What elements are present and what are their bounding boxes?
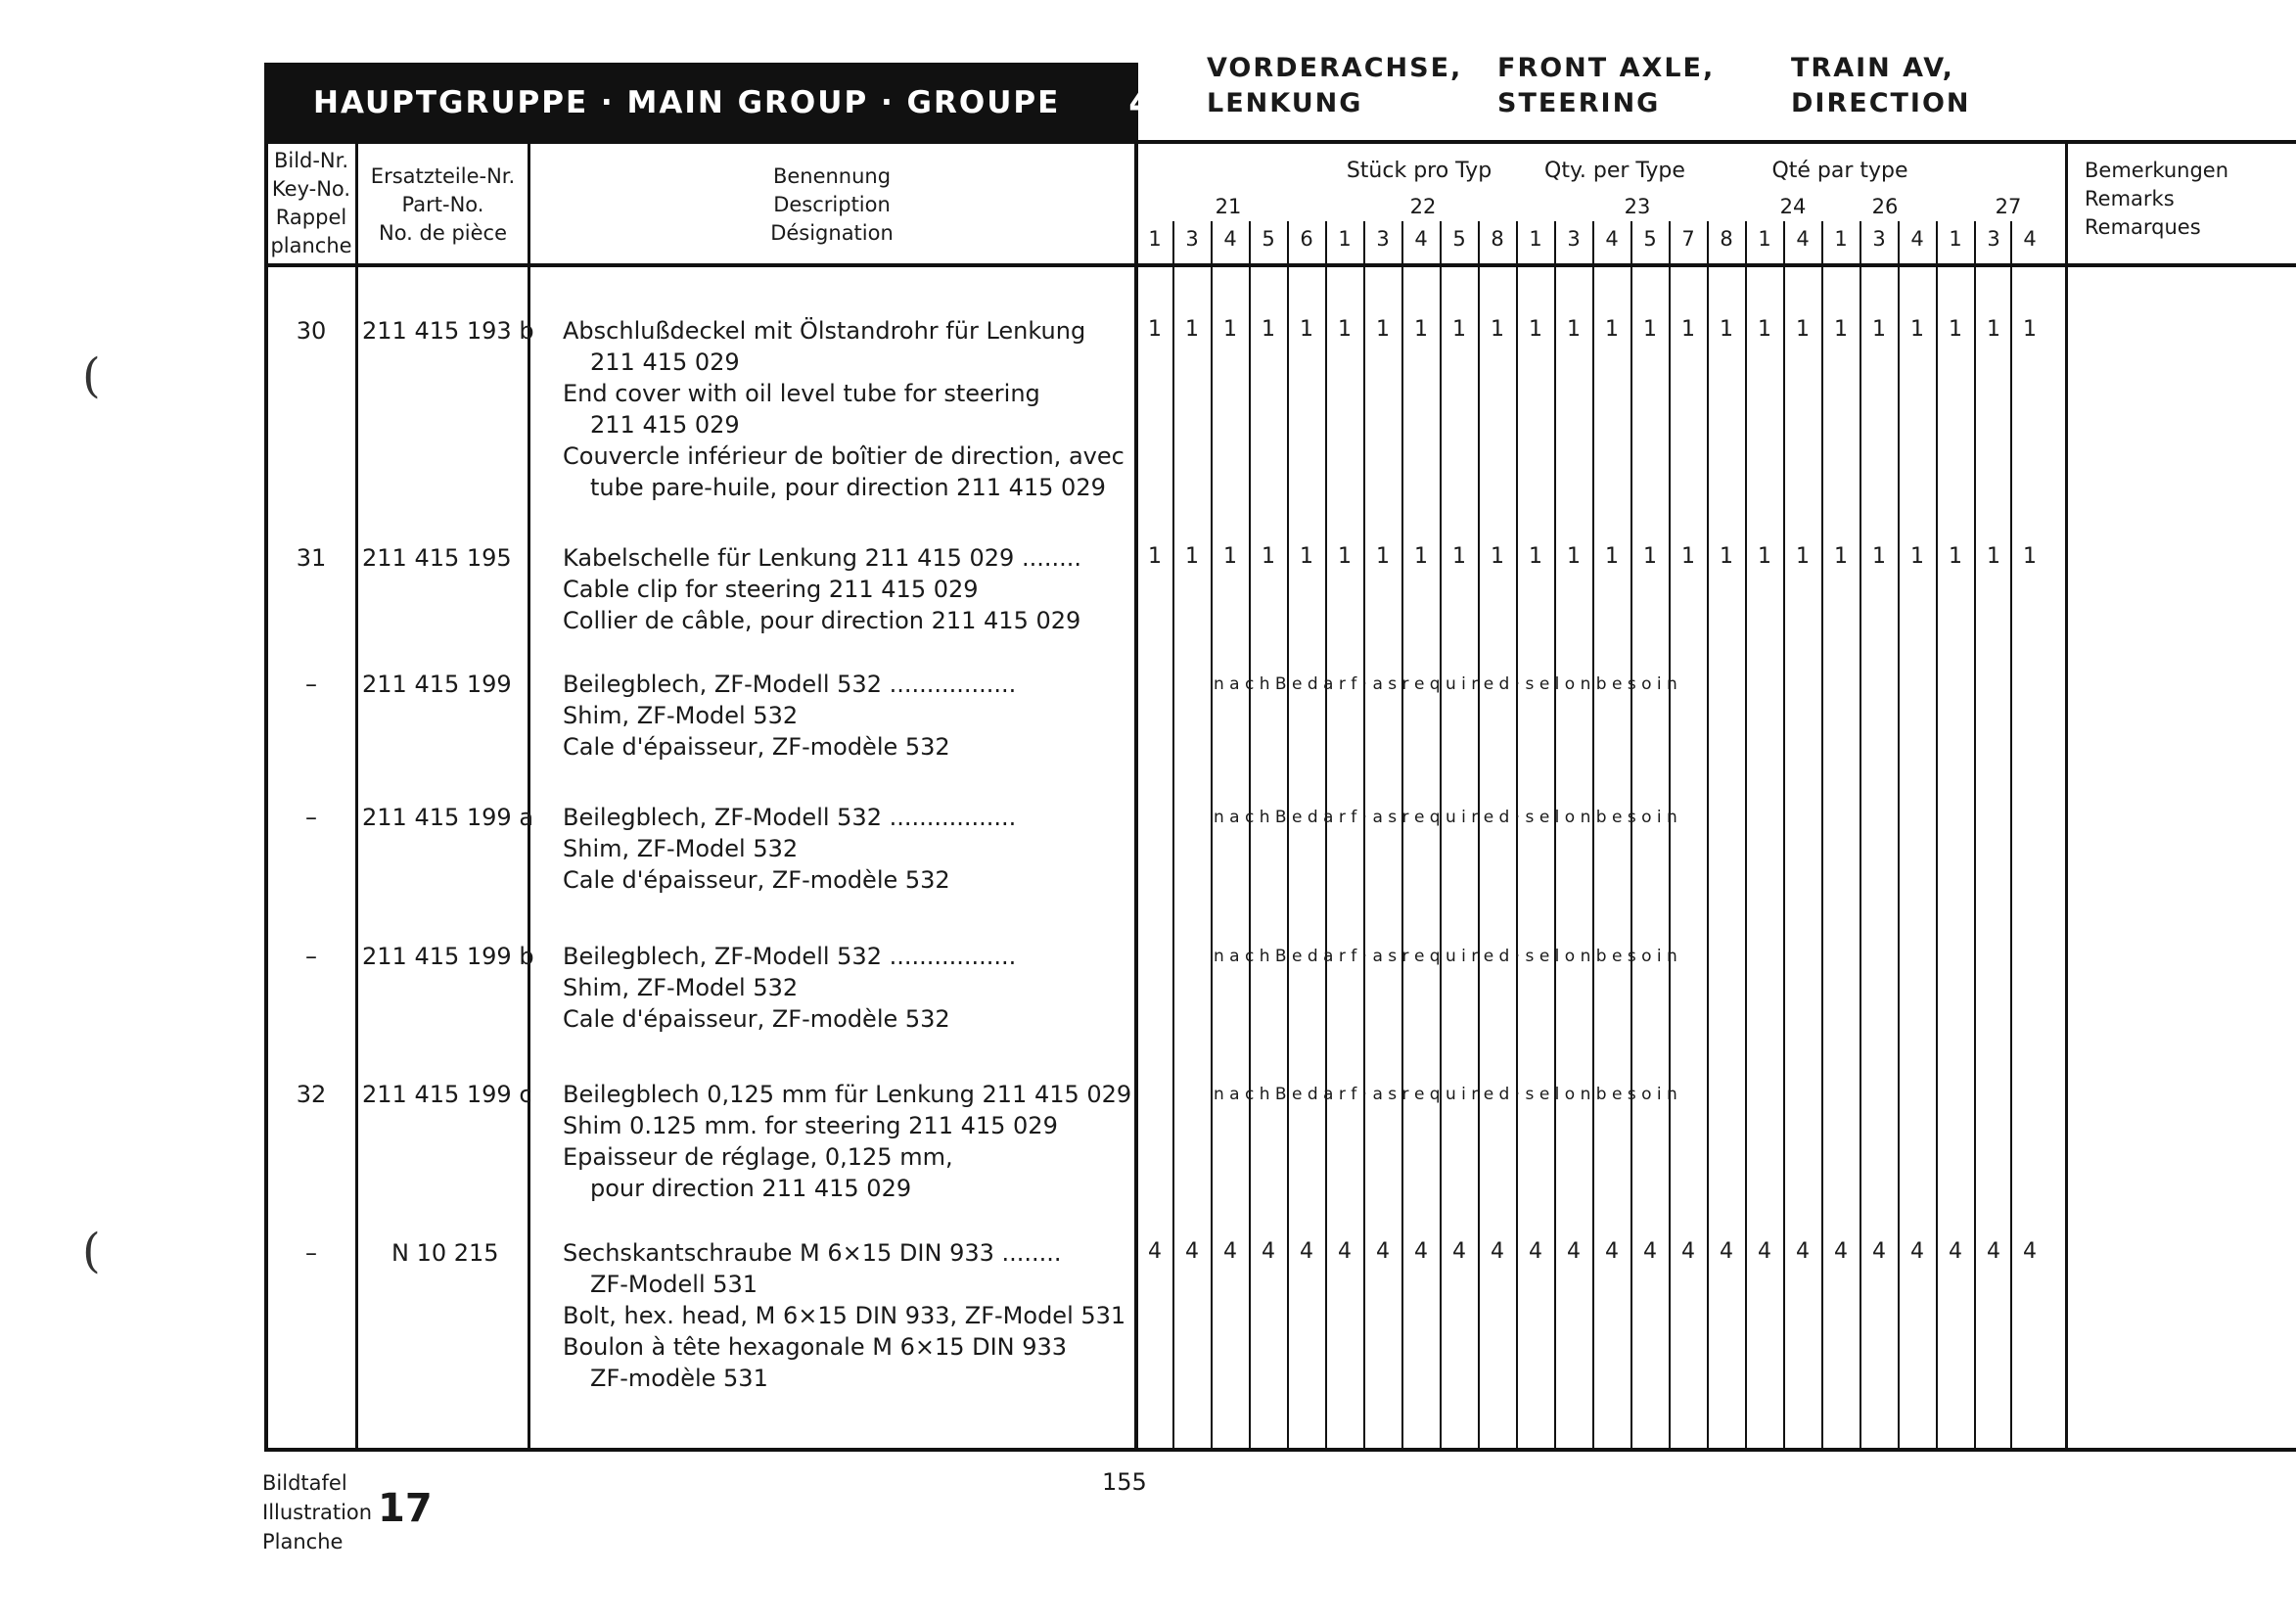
qty-value: 1 (1758, 544, 1771, 569)
qty-value: 1 (1872, 317, 1886, 342)
plate-label-en: Illustration (262, 1501, 373, 1524)
qty-column-rule (1401, 221, 1403, 1452)
qty-value: 1 (1605, 544, 1619, 569)
description-line: Beilegblech, ZF-Modell 532 ................. (563, 671, 1017, 698)
qty-value: 4 (1491, 1239, 1504, 1264)
qty-value: 1 (1414, 544, 1428, 569)
key-number: – (305, 943, 317, 970)
desc-head-line3: Désignation (770, 221, 894, 245)
description-line: tube pare-huile, pour direction 211 415 029 (590, 474, 1106, 501)
heading-en-line2: STEERING (1497, 88, 1661, 118)
sub-type-label: 5 (1262, 227, 1275, 251)
qty-column-rule (1821, 221, 1823, 1452)
sub-type-label: 5 (1643, 227, 1657, 251)
part-number: 211 415 195 (362, 544, 512, 572)
qty-column-rule (1669, 221, 1671, 1452)
key-head-line1: Bild-Nr. (273, 149, 349, 172)
key-head-line4: planche (270, 234, 352, 257)
qty-as-required: n a c h B e d a r f · a s r e q u i r e d · s e l o n b e s o i n (1214, 1085, 1677, 1104)
description-line: 211 415 029 (590, 348, 740, 376)
header-separator (264, 263, 2296, 267)
qty-value: 1 (1910, 544, 1924, 569)
part-head-line1: Ersatzteile-Nr. (370, 164, 516, 188)
qty-column-rule (1783, 221, 1785, 1452)
description-line: Cale d'épaisseur, ZF-modèle 532 (563, 733, 950, 761)
part-number: 211 415 193 b (362, 317, 534, 345)
qty-title-de: Stück pro Typ (1346, 159, 1492, 183)
qty-value: 1 (1491, 317, 1504, 342)
type-group-label: 21 (1215, 195, 1242, 218)
sub-type-label: 4 (1223, 227, 1237, 251)
qty-value: 1 (2023, 544, 2037, 569)
remarks-head-line2: Remarks (2085, 187, 2175, 210)
qty-value: 1 (1567, 317, 1581, 342)
description-line: Shim, ZF-Model 532 (563, 835, 799, 862)
qty-value: 1 (1720, 317, 1733, 342)
description-line: Bolt, hex. head, M 6×15 DIN 933, ZF-Model 531 (563, 1302, 1126, 1329)
table-bottom-border-right (1134, 1448, 2296, 1452)
qty-column-rule (1249, 221, 1251, 1452)
qty-value: 4 (1796, 1239, 1810, 1264)
qty-column-rule (2010, 221, 2012, 1452)
qty-column-rule (1363, 221, 1365, 1452)
qty-value: 4 (1872, 1239, 1886, 1264)
qty-value: 1 (1376, 544, 1390, 569)
description-line: Epaisseur de réglage, 0,125 mm, (563, 1143, 953, 1171)
table-top-border-right (1134, 140, 2296, 144)
sub-type-label: 4 (1796, 227, 1810, 251)
sub-type-label: 5 (1452, 227, 1466, 251)
qty-value: 1 (1605, 317, 1619, 342)
qty-value: 1 (1148, 544, 1162, 569)
main-group-banner (264, 63, 1156, 143)
qty-value: 1 (1300, 544, 1313, 569)
qty-value: 4 (1987, 1239, 2000, 1264)
description-line: Cale d'épaisseur, ZF-modèle 532 (563, 1005, 950, 1033)
qty-as-required: n a c h B e d a r f · a s r e q u i r e d · s e l o n b e s o i n (1214, 674, 1677, 694)
type-group-label: 22 (1409, 195, 1437, 218)
qty-value: 4 (1681, 1239, 1695, 1264)
key-head-line2: Key-No. (271, 177, 351, 201)
qty-value: 4 (1910, 1239, 1924, 1264)
qty-value: 4 (1262, 1239, 1275, 1264)
description-line: Cale d'épaisseur, ZF-modèle 532 (563, 866, 950, 894)
qty-value: 4 (1185, 1239, 1199, 1264)
qty-column-rule (1211, 221, 1213, 1452)
description-line: Beilegblech, ZF-Modell 532 ................. (563, 943, 1017, 970)
sub-type-label: 1 (1529, 227, 1542, 251)
qty-column-rule (1630, 221, 1632, 1452)
qty-value: 1 (1185, 317, 1199, 342)
part-head-line3: No. de pièce (378, 221, 507, 245)
description-line: Shim, ZF-Model 532 (563, 974, 799, 1001)
description-line: Shim 0.125 mm. for steering 211 415 029 (563, 1112, 1058, 1139)
qty-column-rule (1936, 221, 1938, 1452)
vertical-rule-remarks (2065, 140, 2068, 1452)
qty-value: 1 (1338, 544, 1352, 569)
part-description (563, 1079, 1131, 1204)
qty-value: 4 (1300, 1239, 1313, 1264)
description-line: Couvercle inférieur de boîtier de direction, avec (563, 442, 1125, 470)
description-line: Beilegblech, ZF-Modell 532 ................. (563, 804, 1017, 831)
qty-value: 4 (1758, 1239, 1771, 1264)
sub-type-label: 1 (1758, 227, 1771, 251)
key-head-line3: Rappel (275, 206, 347, 229)
qty-value: 1 (1223, 317, 1237, 342)
sub-type-label: 4 (1910, 227, 1924, 251)
qty-value: 1 (1223, 544, 1237, 569)
margin-punch-mark: ( (82, 348, 101, 403)
sub-type-label: 8 (1720, 227, 1733, 251)
col-head-description (530, 162, 1133, 248)
description-line: Boulon à tête hexagonale M 6×15 DIN 933 (563, 1333, 1068, 1361)
description-line: Kabelschelle für Lenkung 211 415 029 ........ (563, 544, 1081, 572)
desc-head-line1: Benennung (772, 164, 892, 188)
qty-column-rule (1554, 221, 1556, 1452)
qty-value: 4 (1376, 1239, 1390, 1264)
heading-en-line1: FRONT AXLE, (1497, 53, 1716, 83)
description-line: Abschlußdeckel mit Ölstandrohr für Lenkung (563, 317, 1086, 345)
qty-as-required: n a c h B e d a r f · a s r e q u i r e d · s e l o n b e s o i n (1214, 808, 1677, 827)
page-number: 155 (1102, 1468, 1147, 1496)
sub-type-label: 1 (1949, 227, 1962, 251)
qty-column-rule (1745, 221, 1747, 1452)
qty-value: 4 (1223, 1239, 1237, 1264)
sub-type-label: 3 (1185, 227, 1199, 251)
key-number: 31 (296, 544, 327, 572)
description-line: ZF-modèle 531 (590, 1365, 768, 1392)
description-line: Sechskantschraube M 6×15 DIN 933 ........ (563, 1239, 1062, 1267)
qty-value: 1 (1414, 317, 1428, 342)
sub-type-label: 3 (1376, 227, 1390, 251)
key-number: – (305, 1239, 317, 1267)
qty-value: 1 (1643, 544, 1657, 569)
description-line: pour direction 211 415 029 (590, 1175, 912, 1202)
qty-column-rule (1592, 221, 1594, 1452)
part-description (563, 542, 1081, 636)
plate-number: 17 (378, 1486, 433, 1531)
heading-french (1791, 51, 1971, 121)
qty-value: 1 (1452, 317, 1466, 342)
desc-head-line2: Description (773, 193, 891, 216)
qty-column-rule (1860, 221, 1861, 1452)
sub-type-label: 4 (1605, 227, 1619, 251)
qty-value: 1 (1872, 544, 1886, 569)
sub-type-label: 3 (1567, 227, 1581, 251)
sub-type-label: 1 (1834, 227, 1848, 251)
qty-value: 1 (1643, 317, 1657, 342)
plate-label (262, 1468, 372, 1556)
col-head-remarks (2085, 157, 2280, 242)
qty-value: 1 (1452, 544, 1466, 569)
qty-column-rule (1440, 221, 1442, 1452)
sub-type-label: 6 (1300, 227, 1313, 251)
qty-value: 4 (1949, 1239, 1962, 1264)
col-head-part-no (358, 162, 528, 248)
qty-value: 4 (1567, 1239, 1581, 1264)
qty-value: 1 (1338, 317, 1352, 342)
qty-column-rule (1707, 221, 1709, 1452)
heading-fr-line1: TRAIN AV, (1791, 53, 1954, 83)
qty-value: 1 (1834, 317, 1848, 342)
qty-value: 4 (1452, 1239, 1466, 1264)
qty-value: 1 (1987, 317, 2000, 342)
key-number: – (305, 671, 317, 698)
part-description (563, 941, 1016, 1035)
sub-type-label: 4 (1414, 227, 1428, 251)
heading-fr-line2: DIRECTION (1791, 88, 1971, 118)
heading-english (1497, 51, 1715, 121)
heading-german (1207, 51, 1462, 121)
remarks-head-line1: Bemerkungen (2085, 159, 2229, 182)
description-line: Shim, ZF-Model 532 (563, 702, 799, 729)
qty-value: 1 (1529, 544, 1542, 569)
qty-value: 1 (1529, 317, 1542, 342)
qty-value: 1 (1758, 317, 1771, 342)
part-number: 211 415 199 (362, 671, 512, 698)
qty-column-rule (1898, 221, 1900, 1452)
qty-column-rule (1478, 221, 1480, 1452)
heading-de-line1: VORDERACHSE, (1207, 53, 1463, 83)
heading-de-line2: LENKUNG (1207, 88, 1363, 118)
part-number: N 10 215 (391, 1239, 499, 1267)
sub-type-label: 1 (1148, 227, 1162, 251)
part-head-line2: Part-No. (401, 193, 484, 216)
description-line: 211 415 029 (590, 411, 740, 439)
banner-text: HAUPTGRUPPE · MAIN GROUP · GROUPE (313, 85, 1061, 120)
remarks-head-line3: Remarques (2085, 215, 2201, 239)
sub-type-label: 4 (2023, 227, 2037, 251)
qty-as-required: n a c h B e d a r f · a s r e q u i r e d · s e l o n b e s o i n (1214, 947, 1677, 966)
qty-column-rule (1172, 221, 1174, 1452)
plate-label-fr: Planche (262, 1530, 344, 1553)
sub-type-label: 3 (1987, 227, 2000, 251)
qty-value: 1 (1910, 317, 1924, 342)
qty-column-rule (1287, 221, 1289, 1452)
key-number: 30 (296, 317, 327, 345)
qty-value: 1 (1949, 317, 1962, 342)
qty-value: 1 (1567, 544, 1581, 569)
qty-value: 1 (1796, 544, 1810, 569)
type-group-label: 23 (1624, 195, 1651, 218)
qty-title-en: Qty. per Type (1544, 159, 1685, 183)
sub-type-label: 8 (1491, 227, 1504, 251)
col-head-key-no (266, 147, 356, 260)
qty-value: 1 (1834, 544, 1848, 569)
qty-column-rule (1974, 221, 1976, 1452)
part-description (563, 315, 1125, 503)
qty-value: 1 (2023, 317, 2037, 342)
type-group-label: 26 (1871, 195, 1899, 218)
description-line: ZF-Modell 531 (590, 1271, 758, 1298)
qty-value: 4 (1834, 1239, 1848, 1264)
qty-value: 1 (1148, 317, 1162, 342)
qty-value: 1 (1300, 317, 1313, 342)
qty-value: 1 (1949, 544, 1962, 569)
qty-value: 1 (1491, 544, 1504, 569)
part-description (563, 1237, 1125, 1394)
qty-value: 1 (1185, 544, 1199, 569)
part-description (563, 802, 1016, 896)
qty-value: 4 (1720, 1239, 1733, 1264)
qty-column-rule (1325, 221, 1327, 1452)
type-group-label: 27 (1995, 195, 2022, 218)
group-number: 4 (1128, 82, 1156, 123)
qty-column-rule (1516, 221, 1518, 1452)
plate-label-de: Bildtafel (262, 1471, 347, 1495)
qty-title-fr: Qté par type (1771, 159, 1908, 183)
qty-value: 4 (2023, 1239, 2037, 1264)
qty-value: 1 (1681, 544, 1695, 569)
qty-value: 4 (1148, 1239, 1162, 1264)
qty-value: 1 (1796, 317, 1810, 342)
part-number: 211 415 199 a (362, 804, 534, 831)
sub-type-label: 3 (1872, 227, 1886, 251)
sub-type-label: 7 (1681, 227, 1695, 251)
qty-value: 4 (1643, 1239, 1657, 1264)
type-group-label: 24 (1779, 195, 1807, 218)
key-number: 32 (296, 1081, 327, 1108)
part-number: 211 415 199 c (362, 1081, 532, 1108)
qty-value: 4 (1414, 1239, 1428, 1264)
part-description (563, 669, 1016, 763)
qty-value: 1 (1987, 544, 2000, 569)
qty-value: 1 (1376, 317, 1390, 342)
qty-value: 1 (1720, 544, 1733, 569)
qty-value: 4 (1605, 1239, 1619, 1264)
sub-type-label: 1 (1338, 227, 1352, 251)
description-line: Cable clip for steering 211 415 029 (563, 576, 979, 603)
margin-punch-mark: ( (82, 1224, 101, 1278)
qty-value: 4 (1529, 1239, 1542, 1264)
part-number: 211 415 199 b (362, 943, 534, 970)
qty-value: 1 (1681, 317, 1695, 342)
qty-value: 4 (1338, 1239, 1352, 1264)
description-line: End cover with oil level tube for steering (563, 380, 1040, 407)
qty-value: 1 (1262, 544, 1275, 569)
key-number: – (305, 804, 317, 831)
description-line: Collier de câble, pour direction 211 415 029 (563, 607, 1081, 634)
qty-value: 1 (1262, 317, 1275, 342)
description-line: Beilegblech 0,125 mm für Lenkung 211 415 029 (563, 1081, 1132, 1108)
